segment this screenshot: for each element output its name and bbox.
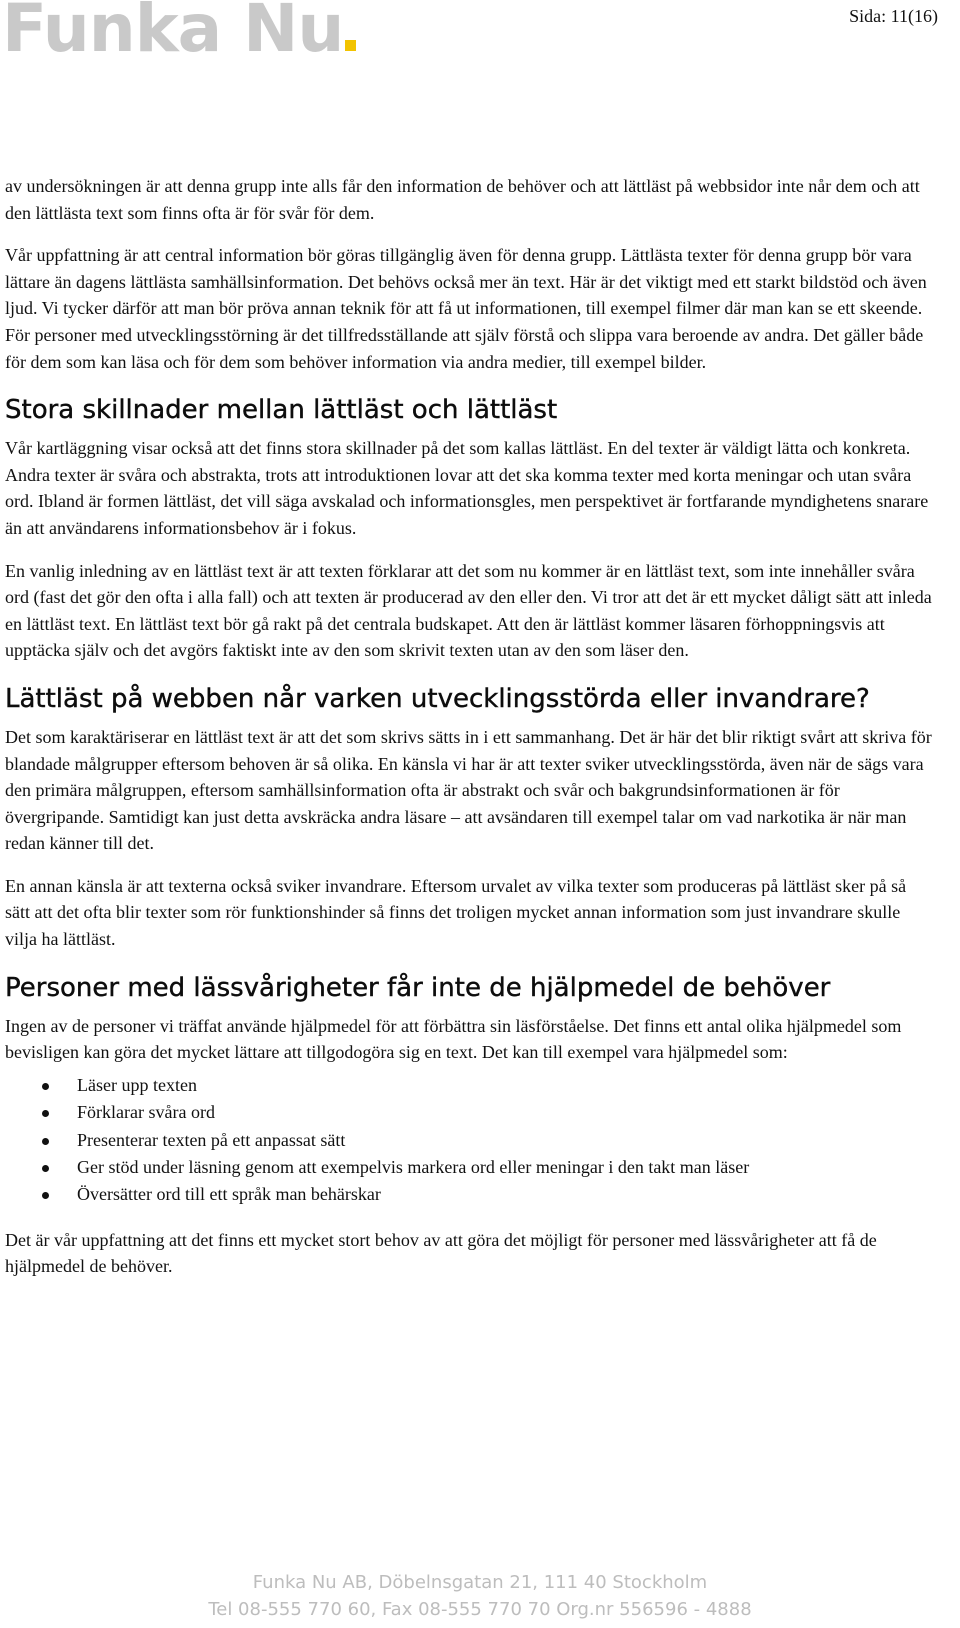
list-item	[5, 1181, 935, 1208]
list-item	[5, 1154, 935, 1181]
paragraph-hjalpmedel: Ingen av de personer vi träffat använde hjälpmedel för att förbättra sin läsförståelse. Det finns ett antal olika hjälpmedel som bevisligen kan göra det mycket lättare att tillgodogöra sig en text. Det kan till exempel vara hjälpmedel som:	[5, 1015, 902, 1063]
bullet-icon	[42, 1110, 49, 1117]
heading-stora-skillnader: Stora skillnader mellan lättläst och lättläst	[5, 395, 558, 426]
page-number: Sida: 11(16)	[849, 6, 938, 26]
list-item-text: Ger stöd under läsning genom att exempelvis markera ord eller meningar i den takt man läser	[77, 1157, 750, 1178]
list-item-text: Översätter ord till ett språk man behärskar	[77, 1184, 381, 1205]
document-body	[5, 173, 935, 1296]
list-item	[5, 1099, 935, 1126]
paragraph-intro: av undersökningen är att denna grupp inte alls får den information de behöver och att lättläst på webbsidor inte når dem och att den lättlästa text som finns ofta är för svår för dem.	[5, 176, 920, 223]
bullet-icon	[42, 1192, 49, 1199]
paragraph-karaktariserar: Det som karaktäriserar en lättläst text är att det som skrivs sätts in i ett sammanhang. Det är här det blir riktigt svårt att skriva för blandade målgrupper eftersom behoven är så olika. En känsla vi har är att texter sviker utvecklingsstörda, även när de sägs vara den primära målgruppen, eftersom samhällsinformation ofta är abstrakt och svår och bakgrundsinformationen är för övergripande. Samtidigt kan just detta avskräcka andra läsare – att avsändaren till exempel talar om vad narkotika är när man redan känner till det.	[5, 726, 932, 854]
paragraph-vanlig-inledning: En vanlig inledning av en lättläst text är att texten förklarar att det som nu kommer är en lättläst text, som inte innehåller svåra ord (fast det gör den ofta i alla fall) och att texten är producerad av den eller den. Vi tror att det är ett mycket dåligt sätt att inleda en lättläst text. En lättläst text bör gå rakt på det centrala budskapet. Att den är lättläst kommer läsaren förhoppningsvis att upptäcka själv och det avgörs faktiskt inte av den som skrivit texten utan av den som läser den.	[5, 560, 932, 661]
footer-contact: Tel 08-555 770 60, Fax 08-555 770 70 Org.nr 556596 - 4888	[208, 1599, 752, 1620]
bullet-icon	[42, 1138, 49, 1145]
logo-dot	[345, 40, 356, 51]
list-item-text: Läser upp texten	[77, 1074, 197, 1095]
list-item-text: Presenterar texten på ett anpassat sätt	[77, 1129, 346, 1150]
heading-lassvarigheter: Personer med lässvårigheter får inte de hjälpmedel de behöver	[5, 972, 831, 1003]
paragraph-annan-kansla: En annan känsla är att texterna också sviker invandrare. Eftersom urvalet av vilka texter som produceras på lättläst sker på så sätt att det ofta blir texter som rör funktionshinder så finns det troligen mycket annan information som just invandrare skulle vilja ha lättläst.	[5, 875, 907, 950]
funka-nu-logo	[2, 0, 356, 67]
list-item	[5, 1127, 935, 1154]
logo-text: Funka Nu	[2, 0, 344, 67]
hjalpmedel-list	[5, 1072, 935, 1209]
paragraph-slutsats: Det är vår uppfattning att det finns ett mycket stort behov av att göra det möjligt för personer med lässvårigheter att få de hjälpmedel de behöver.	[5, 1229, 877, 1277]
paragraph-kartlaggning: Vår kartläggning visar också att det finns stora skillnader på det som kallas lättläst. En del texter är väldigt lätta och konkreta. Andra texter är svåra och abstrakta, trots att introduktionen lovar att det ska komma texter med korta meningar och utan svåra ord. Ibland är formen lättläst, det vill säga avskalad och informationsgles, men perspektivet är fortfarande myndighetens snarare än att användarens informationsbehov är i fokus.	[5, 438, 929, 538]
list-item	[5, 1072, 935, 1099]
bullet-icon	[42, 1083, 49, 1090]
bullet-icon	[42, 1165, 49, 1172]
list-item-text: Förklarar svåra ord	[77, 1102, 215, 1123]
footer-address: Funka Nu AB, Döbelnsgatan 21, 111 40 Stockholm	[252, 1572, 708, 1593]
paragraph-uppfattning: Vår uppfattning är att central information bör göras tillgänglig även för denna grupp. Lättlästa texter för denna grupp bör vara lättare än dagens lättlästa samhällsinformation. Det behövs också mer än text. Här är det viktigt med ett starkt bildstöd och även ljud. Vi tycker därför att man bör pröva annan teknik för att få ut informationen, till exempel filmer där man kan se ett skeende. För personer med utvecklingsstörning är det tillfredsställande att själv förstå och slippa vara beroende av andra. Det gäller både för dem som kan läsa och för dem som behöver information via andra medier, till exempel bilder.	[5, 245, 927, 372]
heading-lattlast-pa-webben: Lättläst på webben når varken utvecklingsstörda eller invandrare?	[5, 683, 870, 714]
